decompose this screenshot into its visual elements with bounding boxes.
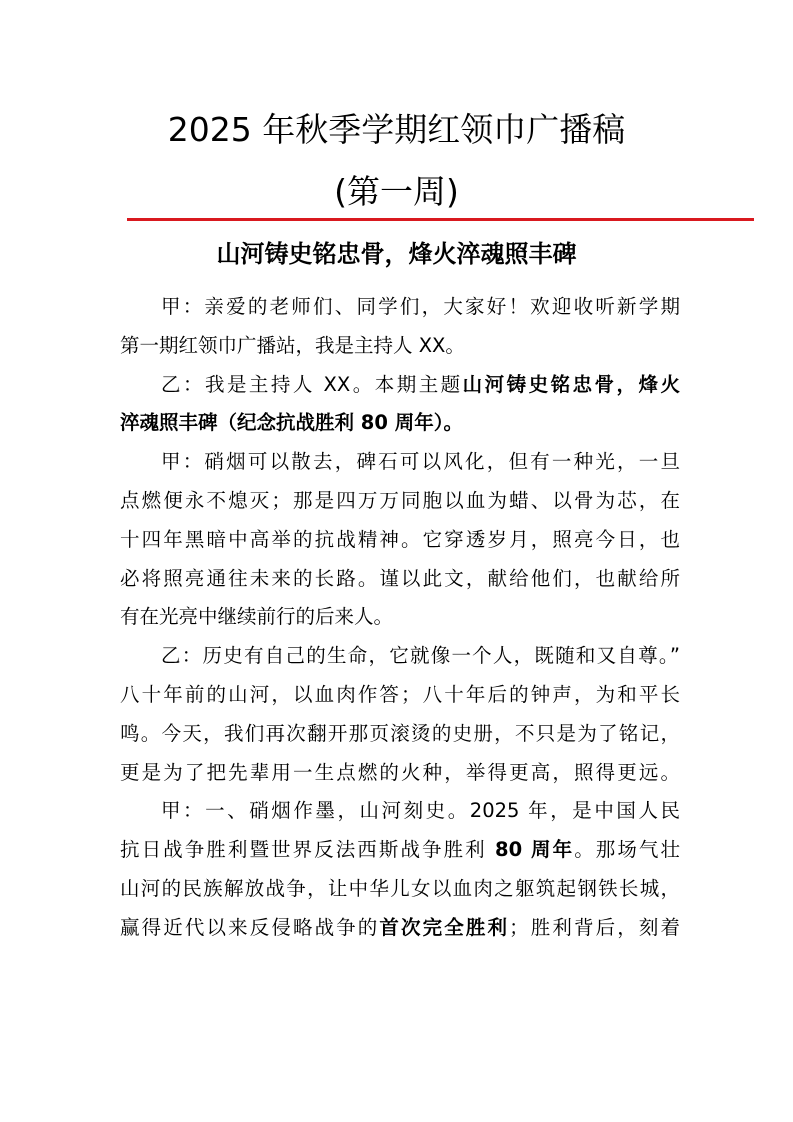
line-text: 乙：历史有自己的生命，它就像一个人，既随和又自尊。” [161,644,680,668]
script-line [120,676,680,715]
script-line [120,598,680,637]
line-text: 八十年前的山河，以血肉作答；八十年后的钟声，为和平长 [120,682,680,706]
line-text: 更是为了把先辈用一生点燃的火种，举得更高，照得更远。 [120,760,680,784]
script-line [120,909,680,948]
line-text: 有在光亮中继续前行的后来人。 [120,605,394,629]
script-line [120,560,680,599]
document-title-week: (第一周) [334,172,459,211]
line-text: 十四年黑暗中高举的抗战精神。它穿透岁月，照亮今日，也 [120,527,680,551]
line-text: 赢得近代以来反侵略战争的 [120,915,380,939]
script-line [120,754,680,793]
title-divider [127,218,754,221]
document-subtitle: 山河铸史铭忠骨，烽火淬魂照丰碑 [216,240,577,268]
line-text: 第一期红领巾广播站，我是主持人 XX。 [120,333,465,357]
script-line [120,366,680,405]
script-line [120,831,680,870]
line-text: 鸣。今天，我们再次翻开那页滚烫的史册，不只是为了铭记， [120,721,680,745]
victory-highlight: 首次完全胜利 [379,915,510,939]
anniversary-highlight: 80 周年 [495,838,575,862]
line-text: 山河的民族解放战争，让中华儿女以血肉之躯筑起钢铁长城， [120,876,680,900]
line-text: ；胜利背后，刻着 [509,915,680,939]
script-line [120,792,680,831]
script-line [120,637,680,676]
script-line [120,404,680,443]
line-text: 甲：亲爱的老师们、同学们，大家好！欢迎收听新学期 [161,295,680,318]
line-text: 必将照亮通往未来的长路。谨以此文，献给他们，也献给所 [120,566,680,590]
script-line [120,870,680,909]
script-line [120,327,680,366]
script-line [120,715,680,754]
theme-highlight: 山河铸史铭忠骨，烽火 [462,372,680,396]
script-body [120,288,680,948]
theme-highlight: 淬魂照丰碑（纪念抗战胜利 80 周年）。 [120,411,463,435]
document-title: 2025 年秋季学期红领巾广播稿 [167,110,626,149]
script-line [120,288,680,327]
line-text: 点燃便永不熄灭；那是四万万同胞以血为蜡、以骨为芯，在 [120,488,680,512]
script-line [120,521,680,560]
script-line [120,443,680,482]
line-text: 乙：我是主持人 XX。本期主题 [161,372,463,396]
line-text: 甲：一、硝烟作墨，山河刻史。2025 年，是中国人民 [161,799,680,823]
script-line [120,482,680,521]
line-text: 。那场气壮 [574,838,680,862]
line-text: 抗日战争胜利暨世界反法西斯战争胜利 [120,838,496,862]
line-text: 甲：硝烟可以散去，碑石可以风化，但有一种光，一旦 [161,450,680,474]
